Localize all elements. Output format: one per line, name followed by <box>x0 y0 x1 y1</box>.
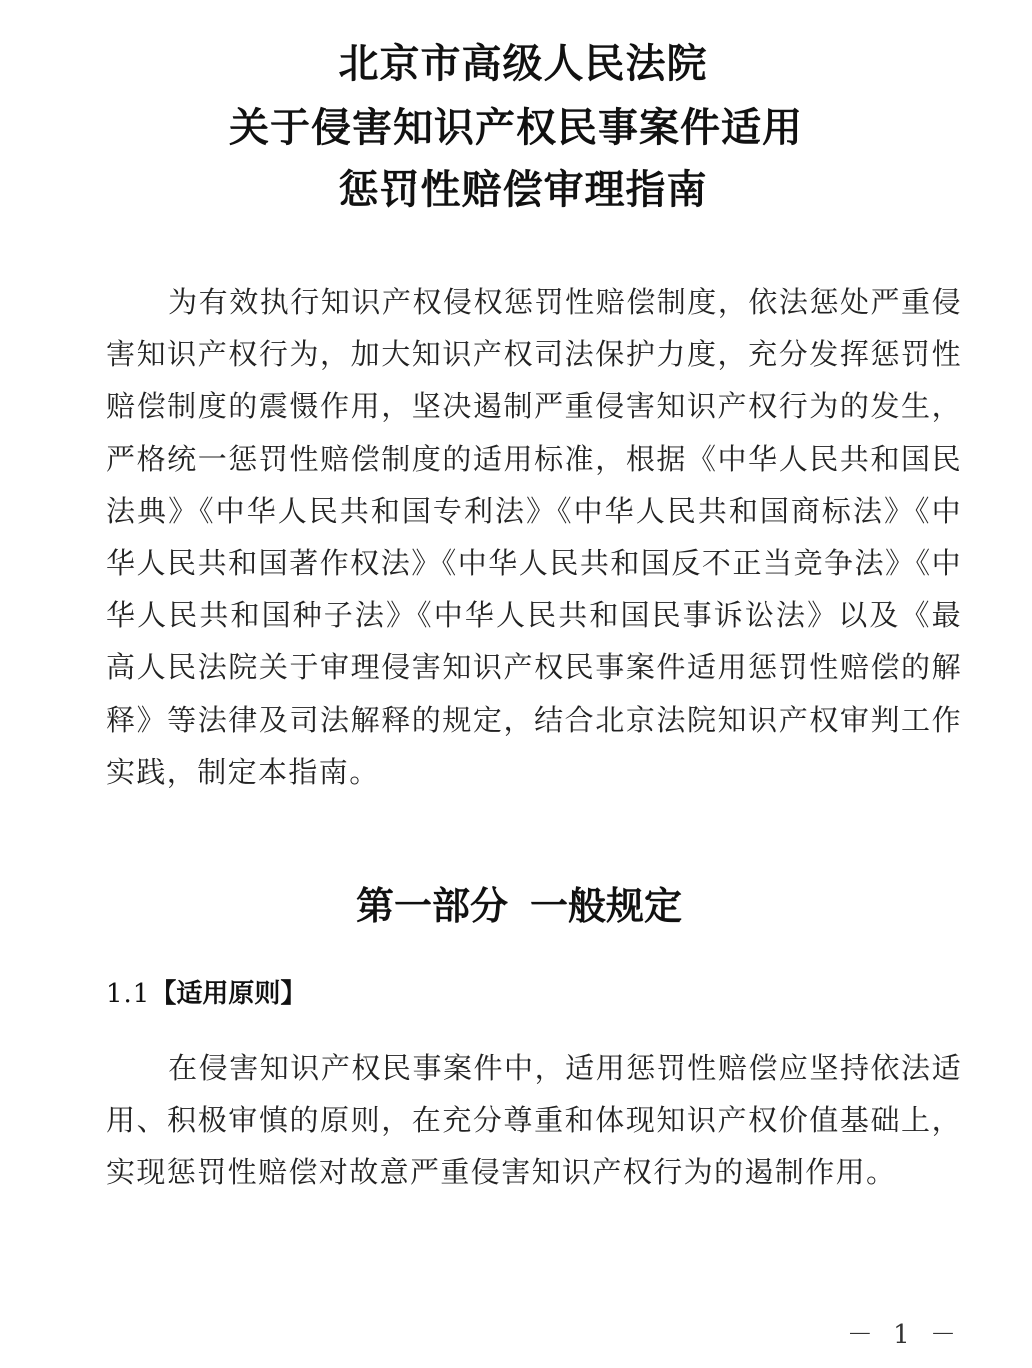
section-part: 第一部分 <box>355 883 508 928</box>
section-heading <box>0 884 1032 928</box>
title-line-3: 惩罚性赔偿审理指南 <box>338 166 708 213</box>
article-paragraph <box>106 1042 962 1199</box>
preamble-paragraph <box>106 276 962 798</box>
article-number: 1.1 <box>106 979 151 1009</box>
article-heading <box>106 976 306 1012</box>
article-title: 【适用原则】 <box>150 979 307 1009</box>
preamble-text: 为有效执行知识产权侵权惩罚性赔偿制度，依法惩处严重侵害知识产权行为，加大知识产权司法保护力度，充分发挥惩罚性赔偿制度的震慑作用，坚决遏制严重侵害知识产权行为的发生，严格统一惩罚性赔偿制度的适用标准，根据《中华人民共和国民法典》《中华人民共和国专利法》《中华人民共和国商标法》《中华人民共和国著作权法》《中华人民共和国反不正当竞争法》《中华人民共和国种子法》《中华人民共和国民事诉讼法》以及《最高人民法院关于审理侵害知识产权民事案件适用惩罚性赔偿的解释》等法律及司法解释的规定，结合北京法院知识产权审判工作实践，制定本指南。 <box>106 285 962 789</box>
title-line-1: 北京市高级人民法院 <box>338 40 708 87</box>
article-text: 在侵害知识产权民事案件中，适用惩罚性赔偿应坚持依法适用、积极审慎的原则，在充分尊重和体现知识产权价值基础上，实现惩罚性赔偿对故意严重侵害知识产权行为的遏制作用。 <box>106 1051 962 1190</box>
title-line-2: 关于侵害知识产权民事案件适用 <box>229 104 803 151</box>
page-number: － 1 － <box>846 1320 962 1350</box>
section-name: 一般规定 <box>530 883 683 928</box>
